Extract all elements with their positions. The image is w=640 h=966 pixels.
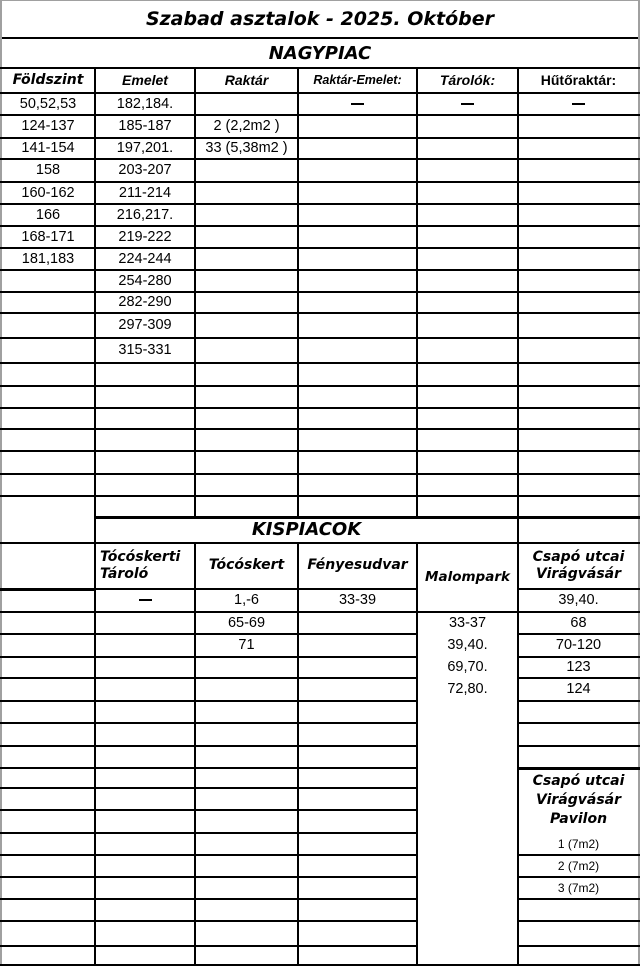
emelet-cell: 197,201. xyxy=(116,140,174,156)
grid-line xyxy=(517,898,640,900)
emelet-cell: 224-244 xyxy=(118,250,172,267)
grid-line xyxy=(0,920,418,922)
viragvasar-cell: 124 xyxy=(566,681,591,697)
grid-line xyxy=(0,722,418,724)
column-header-raktar: Raktár xyxy=(224,71,269,88)
emelet-cell: 182,184. xyxy=(116,95,174,112)
grid-line xyxy=(0,385,640,387)
pavilon-cell: 1 (7m2) xyxy=(557,836,600,851)
emelet-cell: 219-222 xyxy=(118,228,172,245)
tocoskert-cell: 1,-6 xyxy=(234,592,259,608)
column-header-tarolok: Tárolók: xyxy=(439,71,496,88)
tocoskert-cell: 71 xyxy=(238,637,255,653)
raktar-cell: 33 (5,38m2 ) xyxy=(205,140,288,156)
emelet-cell: 315-331 xyxy=(118,342,172,358)
foldszint-cell: 181,183 xyxy=(21,250,75,267)
tarolok-none xyxy=(418,93,517,114)
emelet-cell: 216,217. xyxy=(116,206,174,223)
hutoraktar-none xyxy=(519,93,638,114)
grid-line xyxy=(517,745,640,747)
malompark-cell: 33-37 xyxy=(448,614,487,631)
dash-icon xyxy=(461,103,474,105)
column-header-tocoskerti-tarolo: Tócóskerti Tároló xyxy=(100,548,181,582)
grid-line xyxy=(416,67,418,516)
pavilon-header: Csapó utcai Virágvásár Pavilon xyxy=(532,772,625,827)
grid-line xyxy=(0,945,418,947)
nagypiac-section-title: NAGYPIAC xyxy=(0,39,640,67)
pavilon-cell: 2 (7m2) xyxy=(557,858,600,873)
pavilon-cell: 3 (7m2) xyxy=(557,880,600,895)
grid-line xyxy=(517,945,640,947)
column-header-malompark: Malompark xyxy=(425,568,510,585)
emelet-cell: 297-309 xyxy=(118,317,172,333)
malompark-cell: 69,70. xyxy=(447,659,488,675)
column-header-viragvasar: Csapó utcai Virágvásár xyxy=(532,548,625,582)
grid-line xyxy=(517,67,519,516)
grid-line xyxy=(297,67,299,516)
grid-line xyxy=(517,700,640,702)
kispiacok-section-title: KISPIACOK xyxy=(251,519,362,540)
page-title: Szabad asztalok - 2025. Október xyxy=(0,0,640,39)
viragvasar-cell: 39,40. xyxy=(558,592,599,608)
grid-line xyxy=(0,700,418,702)
column-header-tocoskert: Tócóskert xyxy=(208,557,285,573)
emelet-cell: 185-187 xyxy=(118,118,172,134)
grid-line xyxy=(0,767,418,769)
dash-icon xyxy=(351,103,364,105)
viragvasar-cell: 70-120 xyxy=(555,637,602,653)
malompark-cell: 39,40. xyxy=(447,637,488,653)
column-header-raktar-emelet: Raktár-Emelet: xyxy=(313,72,402,87)
foldszint-cell: 50,52,53 xyxy=(19,95,77,112)
viragvasar-cell: 68 xyxy=(570,614,587,631)
emelet-cell: 203-207 xyxy=(118,162,172,178)
grid-line xyxy=(0,495,640,497)
grid-line xyxy=(0,473,640,475)
grid-line xyxy=(0,809,418,811)
raktar-cell: 2 (2,2m2 ) xyxy=(213,118,280,134)
foldszint-cell: 141-154 xyxy=(21,140,75,156)
tocoskert-cell: 65-69 xyxy=(227,614,266,631)
grid-line xyxy=(0,876,418,878)
foldszint-cell: 160-162 xyxy=(21,184,75,201)
fenyesudvar-cell: 33-39 xyxy=(338,592,377,608)
grid-line xyxy=(0,656,418,658)
column-header-hutoraktar: Hűtőraktár: xyxy=(540,71,617,88)
grid-line xyxy=(0,407,640,409)
column-header-foldszint: Földszint xyxy=(12,71,84,88)
grid-line xyxy=(0,677,418,679)
column-header-fenyesudvar: Fényesudvar xyxy=(307,557,408,573)
emelet-cell: 282-290 xyxy=(118,294,172,310)
foldszint-cell: 124-137 xyxy=(21,118,75,134)
foldszint-cell: 166 xyxy=(35,206,61,223)
grid-line xyxy=(0,362,640,364)
column-header-emelet: Emelet xyxy=(122,71,168,88)
viragvasar-cell: 123 xyxy=(566,659,591,675)
grid-line xyxy=(517,920,640,922)
grid-line xyxy=(0,588,96,591)
tocoskerti-tarolo-none xyxy=(96,589,194,611)
dash-icon xyxy=(572,103,585,105)
grid-line xyxy=(0,832,418,834)
foldszint-cell: 168-171 xyxy=(21,228,75,245)
malompark-cell: 72,80. xyxy=(447,681,488,697)
grid-line xyxy=(0,787,418,789)
grid-line xyxy=(0,450,640,452)
foldszint-cell: 158 xyxy=(35,162,61,178)
grid-line xyxy=(517,722,640,724)
dash-icon xyxy=(139,599,152,601)
grid-line xyxy=(0,745,418,747)
grid-line xyxy=(0,898,418,900)
grid-line xyxy=(0,854,418,856)
emelet-cell: 211-214 xyxy=(118,184,172,201)
grid-line xyxy=(0,428,640,430)
emelet-cell: 254-280 xyxy=(118,272,172,289)
raktar-emelet-none xyxy=(299,93,416,114)
